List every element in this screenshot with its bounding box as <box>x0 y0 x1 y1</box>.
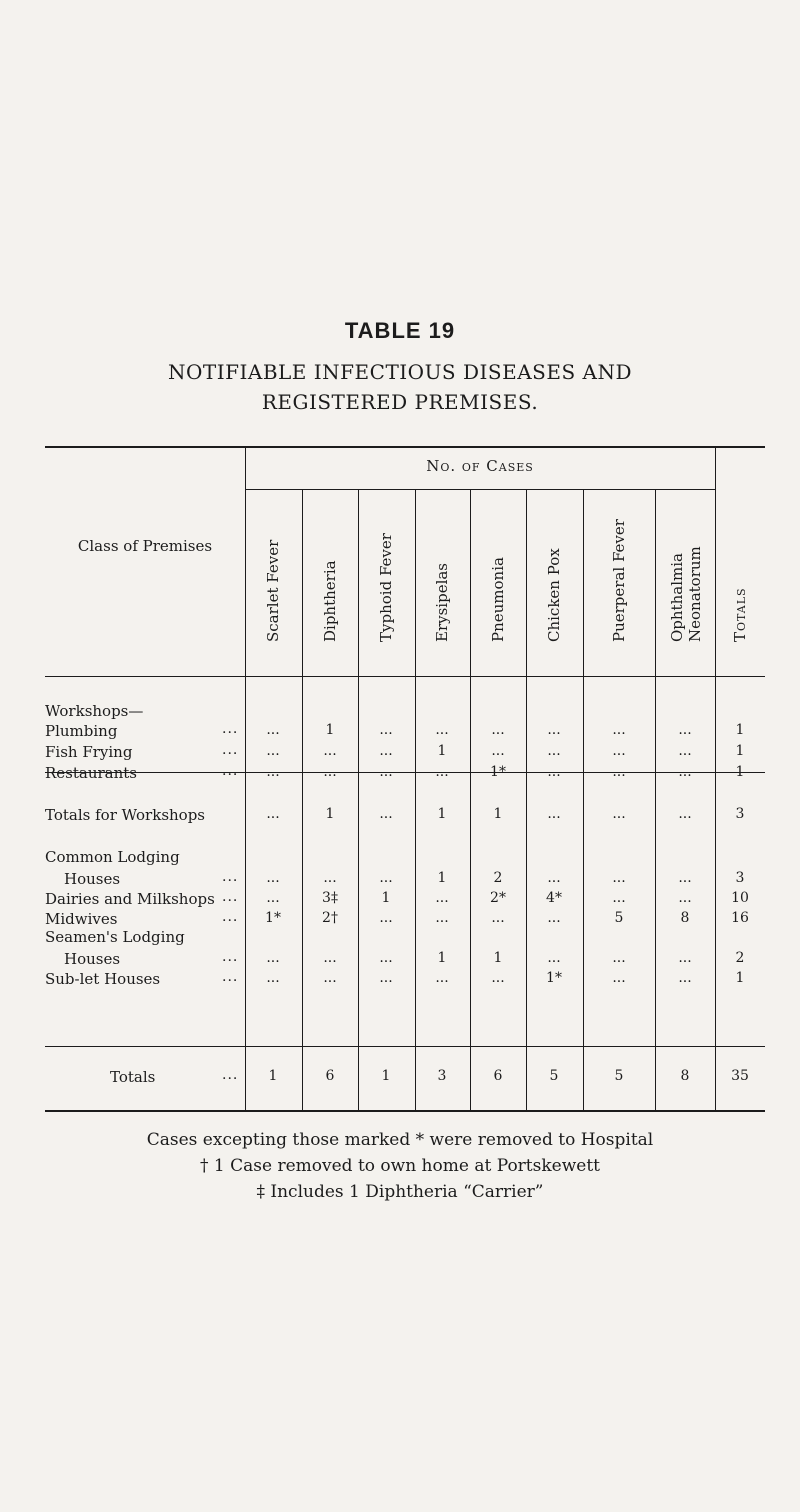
row-label: Sub-let Houses <box>45 970 161 988</box>
table-cell: 1 <box>268 1068 278 1084</box>
rule-bottom <box>45 1110 765 1112</box>
class-of-premises-header: Class of Premises <box>77 537 213 555</box>
table-cell: ... <box>612 870 626 886</box>
table-cell: ... <box>435 910 449 926</box>
header-chicken-pox <box>526 490 582 660</box>
table-cell: 1* <box>265 910 281 926</box>
row-total: 2 <box>735 950 745 966</box>
table-cell: ... <box>491 910 505 926</box>
header-neonatorum-line2: Neonatorum <box>686 546 705 642</box>
row-label: Fish Frying <box>45 743 133 761</box>
row-total: 1 <box>735 970 745 986</box>
table-cell: ... <box>379 764 393 780</box>
table-cell: 1 <box>325 806 335 822</box>
table-cell: ... <box>435 722 449 738</box>
table-cell: ... <box>612 890 626 906</box>
workshops-heading: Workshops— <box>45 702 144 720</box>
row-total: 1 <box>735 764 745 780</box>
leader-dots: ... <box>222 909 239 925</box>
table-cell: ... <box>435 890 449 906</box>
header-label: Typhoid Fever <box>377 533 395 642</box>
header-pneumonia <box>470 490 526 660</box>
table-cell: ... <box>612 806 626 822</box>
table-cell: 3 <box>437 1068 447 1084</box>
table-cell: ... <box>379 910 393 926</box>
table-cell: ... <box>547 910 561 926</box>
column-rule <box>415 490 416 1110</box>
table-cell: ... <box>678 743 692 759</box>
table-cell: ... <box>266 722 280 738</box>
table-cell: ... <box>678 870 692 886</box>
table-cell: ... <box>491 722 505 738</box>
table-cell: ... <box>266 950 280 966</box>
leader-dots: ... <box>222 949 239 965</box>
table-cell: ... <box>678 890 692 906</box>
no-of-cases-header: No. of Cases <box>426 457 534 475</box>
table-cell: 5 <box>614 1068 624 1084</box>
table-cell: ... <box>612 764 626 780</box>
workshop-totals-label: Totals for Workshops <box>45 806 206 824</box>
table-cell: 2† <box>322 910 338 926</box>
header-totals-label: Totals <box>731 587 749 642</box>
table-cell: 2 <box>493 870 503 886</box>
header-scarlet-fever <box>245 490 301 660</box>
column-rule <box>526 490 527 1110</box>
header-diphtheria <box>302 490 358 660</box>
column-rule <box>470 490 471 1110</box>
column-rule <box>583 490 584 1110</box>
table-subtitle-line2: REGISTERED PREMISES. <box>261 390 539 414</box>
table-cell: 1 <box>437 950 447 966</box>
table-cell: 1* <box>546 970 562 986</box>
table-cell: 1 <box>493 806 503 822</box>
row-total: 16 <box>731 910 749 926</box>
header-label: Puerperal Fever <box>610 519 628 642</box>
table-cell: ... <box>266 970 280 986</box>
table-cell: 1 <box>381 890 391 906</box>
table-cell: ... <box>266 764 280 780</box>
rule-before-totals <box>45 1046 765 1047</box>
table-cell: 1 <box>437 743 447 759</box>
row-total: 3 <box>735 870 745 886</box>
rule-header <box>45 676 765 677</box>
table-cell: ... <box>547 870 561 886</box>
footnote-carrier: ‡ Includes 1 Diphtheria “Carrier” <box>256 1182 544 1202</box>
table-cell: ... <box>612 743 626 759</box>
column-rule <box>655 490 656 1110</box>
leader-dots: ... <box>222 869 239 885</box>
leader-dots: ... <box>222 969 239 985</box>
table-cell: ... <box>678 722 692 738</box>
table-cell: ... <box>323 970 337 986</box>
header-label: Diphtheria <box>321 560 339 642</box>
table-cell: ... <box>379 870 393 886</box>
row-label: Midwives <box>45 910 118 928</box>
table-cell: 5 <box>614 910 624 926</box>
table-cell: 4* <box>546 890 562 906</box>
header-ophthalmia-neonatorum <box>657 490 713 660</box>
table-cell: ... <box>379 950 393 966</box>
table-cell: 1 <box>381 1068 391 1084</box>
row-total: 3 <box>735 806 745 822</box>
table-cell: ... <box>612 950 626 966</box>
table-cell: ... <box>547 950 561 966</box>
leader-dots: ... <box>222 763 239 779</box>
table-cell: ... <box>547 806 561 822</box>
table-cell: ... <box>379 722 393 738</box>
row-total: 1 <box>735 722 745 738</box>
row-label: Plumbing <box>45 722 118 740</box>
table-cell: 6 <box>325 1068 335 1084</box>
header-label: Pneumonia <box>489 557 507 642</box>
header-puerperal-fever <box>591 490 647 660</box>
leader-dots: ... <box>222 721 239 737</box>
header-totals <box>712 490 768 660</box>
table-cell: 5 <box>549 1068 559 1084</box>
table-cell: 1 <box>437 870 447 886</box>
header-label: Scarlet Fever <box>264 539 282 642</box>
leader-dots: ... <box>222 889 239 905</box>
table-cell: ... <box>323 764 337 780</box>
table-cell: ... <box>491 743 505 759</box>
header-typhoid-fever <box>358 490 414 660</box>
table-cell: ... <box>435 970 449 986</box>
leader-dots: ... <box>222 1067 239 1083</box>
table-cell: ... <box>547 764 561 780</box>
row-label: Houses <box>64 950 121 968</box>
table-cell: 2* <box>490 890 506 906</box>
row-total: 10 <box>731 890 749 906</box>
table-cell: ... <box>547 743 561 759</box>
table-cell: ... <box>379 743 393 759</box>
row-label: Dairies and Milkshops <box>45 890 215 908</box>
table-cell: 8 <box>680 1068 690 1084</box>
table-cell: 3‡ <box>322 890 338 906</box>
table-cell: ... <box>323 743 337 759</box>
footnote-home: † 1 Case removed to own home at Portskewett <box>200 1156 600 1176</box>
table-subtitle-line1: NOTIFIABLE INFECTIOUS DISEASES AND <box>167 360 633 384</box>
header-ophthalmia-line1: Ophthalmia <box>667 553 686 642</box>
column-rule <box>358 490 359 1110</box>
table-cell: ... <box>379 806 393 822</box>
column-rule <box>302 490 303 1110</box>
table-cell: 1 <box>493 950 503 966</box>
header-label: Chicken Pox <box>545 548 563 642</box>
row-label: Restaurants <box>45 764 137 782</box>
row-total: 35 <box>731 1068 749 1084</box>
table-cell: ... <box>266 870 280 886</box>
table-cell: ... <box>266 806 280 822</box>
table-cell: ... <box>323 950 337 966</box>
table-title: TABLE 19 <box>344 318 456 343</box>
table-cell: ... <box>547 722 561 738</box>
header-erysipelas <box>414 490 470 660</box>
row-label: Houses <box>64 870 121 888</box>
grand-totals-label: Totals <box>110 1068 156 1086</box>
row-label-line1: Seamen's Lodging <box>45 928 185 946</box>
table-cell: ... <box>612 970 626 986</box>
leader-dots: ... <box>222 742 239 758</box>
table-cell: ... <box>491 970 505 986</box>
rule-top <box>45 446 765 448</box>
footnote-hospital: Cases excepting those marked * were removed to Hospital <box>146 1130 654 1150</box>
header-label: Erysipelas <box>433 562 451 642</box>
table-cell: 6 <box>493 1068 503 1084</box>
table-cell: ... <box>678 970 692 986</box>
table-cell: ... <box>379 970 393 986</box>
table-cell: ... <box>323 870 337 886</box>
table-cell: 1* <box>490 764 506 780</box>
table-cell: 1 <box>437 806 447 822</box>
table-cell: 8 <box>680 910 690 926</box>
table-cell: ... <box>266 743 280 759</box>
table-cell: ... <box>678 764 692 780</box>
table-cell: ... <box>435 764 449 780</box>
row-total: 1 <box>735 743 745 759</box>
table-cell: ... <box>266 890 280 906</box>
table-cell: ... <box>612 722 626 738</box>
row-label-line1: Common Lodging <box>45 848 180 866</box>
table-cell: 1 <box>325 722 335 738</box>
table-cell: ... <box>678 806 692 822</box>
table-cell: ... <box>678 950 692 966</box>
